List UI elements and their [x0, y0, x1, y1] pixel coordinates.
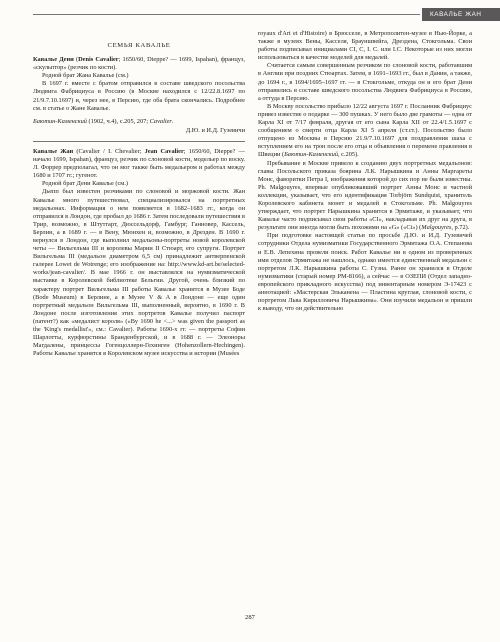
- right-paragraph-2: Считается самым совершенным резчиком по слоновой кости, работавшим в Англии при поздних Стюартах. Затем, в 1691–1693 гг., был в Дании, а также, до 1694 г., в 1694/1695–1697 гг. — в Стокгольме, откуда он и его брат Дени отправились в составе шведского посольства Людвига Фабрициуса в Россию, а оттуда в Персию.: [258, 62, 472, 102]
- entry-denis-heading: Кавалье Дени (Denis Cavalier; 1650/60, Dieppe? — 1699, Ispahan), француз, «скульптор» (резчик по кости).: [33, 56, 245, 72]
- biblio-author: Баютин-Каменский: [33, 117, 87, 125]
- entry-jean-heading: [33, 148, 245, 180]
- running-title: КАВАЛЬЕ ЖАН: [422, 8, 500, 21]
- entry-jean-brother: Родной брат Дени Кавалье (см.): [42, 180, 128, 188]
- entry-jean-body: Дьепп был известен резчиками по слоновой и моржовой кости. Жан Кавалье много путешествовал, специализировался на портретных медальонах. Информация о нем появляется в 1682–1683 гг., когда он отправился в Лондон, где пробыл до 1686 г. Затем последовали путешествия в Трир, возможно, в Штутгарт, Дюссельдорф, Гамбург, Ганновер, Кассель, Берлин, а в 1689 г. — в Вену, Мюнхен и, возможно, в Дрезден. В 1690 г. вернулся в Лондон, где выполнил медальоны-портреты новой королевской четы — Вильгельма III и королевы Марии II Стюарт, его супруги. Портрет Вильгельма III (медальон диаметром 6,5 см) принадлежит антверпенской галерее Lowet de Wotrenge; его изображение на: http://www.kd-art.be/selected-works/jean-cavalier/. В мае 1966 г. он выставлялся на нумизматической выставке в Королевской библиотеке Бельгии. Другой, очень близкий по характеру портрет Вильгельма III работы Кавалье хранится в Музее Боде (Bode Museum) в Берлине, а в Музее V & A в Лондоне — еще один портретный медальон Вильгельма III, выполненный, вероятно, в 1690 г. В Лондоне после изготовления этих портретов Кавалье получил паспорт (патент?) как «медалист короля» («By 1690 he <...> was given the passport as the 'King's medallist'», см.: Cavalier). Работы 1690-х гг. — портреты Софии Шарлотты, курфюрстины Бранденбургской, и в 1688 г. — Элеоноры Магдалены, принцессы Гогенцоллерн-Гехинген (Hohenzollern-Hechingen). Работы Кавалье хранятся в Королевском музее искусства и истории (Musées: [33, 188, 245, 358]
- biblio-details: (1902, ч.4), с.205, 207;: [86, 117, 150, 125]
- right-paragraph-3: [258, 103, 472, 160]
- entry-denis-brother: Родной брат Жана Кавалье (см.): [42, 72, 129, 80]
- right-paragraph-3-end: , с.205).: [337, 151, 359, 159]
- entry-denis-dates: ; 1650/60, Dieppe? — 1699, Ispahan), француз, «скульптор» (резчик по кости).: [33, 56, 245, 72]
- entry-jean-latin-bold: Jean Cavalier: [144, 147, 184, 155]
- entry-denis-bibliography: [33, 118, 245, 126]
- right-paragraph-1: royaux d'Art et d'Histoire) в Брюсселе, в Метрополитен-музее в Нью-Йорке, а также в музеях Вены, Касселя, Брауншвейга, Дрездена, Стокгольма. Свои работы подписывал инициалами CI, C, I. C. или I.C. Некоторые из них могли использоваться в качестве моделей для медалей.: [258, 30, 472, 62]
- right-paragraph-4-text: Пребывание в Москве привело к созданию двух портретных медальонов: главы Посольского приказа боярина Л.К. Нарышкина и Анны Маргареты Монс, фаворитки Петра I, изображения которой до сих пор не были известны. Ph. Malgouyres, впервые опубликовавший портрет Анны Монс и частной коллекции, указывает, что его идентификация Torbjörn Sundquist, хранитель Королевского кабинета монет и медалей в Стокгольме. Ph. Malgouyres утверждает, что портрет Нарышкина хранится в Эрмитаже, и указывает, что Кавалье часто подписывал свои работы «CI», накладывая их друг на друга, в результате они иногда могли быть похожими на «G» («Ci») (: [258, 159, 472, 232]
- section-title: СЕМЬЯ КАВАЛЬЕ: [107, 42, 171, 49]
- page-number: 287: [245, 614, 255, 621]
- right-paragraph-3-source: Баютин-Каменский: [284, 151, 338, 159]
- entry-jean-name: Кавалье Жан: [33, 147, 74, 155]
- left-column: [33, 42, 245, 358]
- entry-denis-signature: Д.Ю. и И.Д. Гузевичи: [185, 126, 245, 134]
- header-rule: [33, 14, 420, 15]
- biblio-end: .: [171, 117, 174, 125]
- right-paragraph-4-source: Malgouyres: [421, 224, 452, 232]
- entry-denis-name: Кавалье Дени: [33, 56, 74, 64]
- right-column: [258, 30, 472, 313]
- right-paragraph-3-text: В Москву посольство прибыло 12/22 августа 1697 г. Посланник Фабрициус привез известие о подарке — 300 пушках. У него было две грамоты — одна от Карла XI от 7/17 февраля, другая от его сына Карла XII от 22.4/1.5.1697 с сообщением о смерти отца Карла XI 5 апреля (ст.ст.). Посольство было отпущено из Москвы в Персию 21.9/7.10.1697 для поздравления шаха с вступлением его на трон после его отца и объявления о перемене правления в Швеции (: [258, 102, 472, 159]
- entry-denis-body: В 1697 г. вместе с братом отправился в составе шведского посольства Людвига Фабрициуса в Россию (в Москве находился с 12/22.8.1697 по 21/9.7.10.1697) и, через нее, в Персию, где оба брата скончались. Подробнее см. в статье о Жане Кавалье.: [33, 80, 245, 112]
- entry-divider: [33, 141, 245, 142]
- right-paragraph-5: При подготовке настоящей статьи по просьбе Д.Ю. и И.Д. Гузевичей сотрудники Отдела нумизматики Государственного Эрмитажа О.А. Степанова и Е.В. Лепехина провели поиск. Работ Кавалье ни в одном из проверенных ими отделов Эрмитажа не нашлось, однако имеется единственный медальон с портретом Л.К. Нарышкина работы С. Гузна. Ранее он хранился в Отделе нумизматики (старый номер РМ-8166), а сейчас — в ОЗЕПИ (Отдел западно-европейского прикладного искусства) под инвентарным номером Э-17423 с аннотацией: «Мастерская Эльканена — Пластина круглая, слоновой кости, с портретом Льва Кирилловича Нарышкина». Они изучили медальон и пришли к выводу, что он действительно: [258, 232, 472, 313]
- right-paragraph-4: [258, 160, 472, 233]
- entry-jean-latin: (Cavalier / I. Chevalier;: [73, 147, 145, 155]
- right-paragraph-4-end: , p.72).: [451, 224, 470, 232]
- entry-jean-dates: ; 1650/60, Dieppe? — начало 1699, Ispahan), француз, резчик по слоновой кости, модельер по воску. Л. Форрер предполагал, что он мог также быть медальером и работал между 1680 и 1707 гг.; гугенот.: [33, 147, 245, 180]
- running-header: [0, 8, 500, 22]
- biblio-source: Cavalier: [149, 117, 172, 125]
- entry-denis-latin: Denis Cavalier: [78, 56, 119, 64]
